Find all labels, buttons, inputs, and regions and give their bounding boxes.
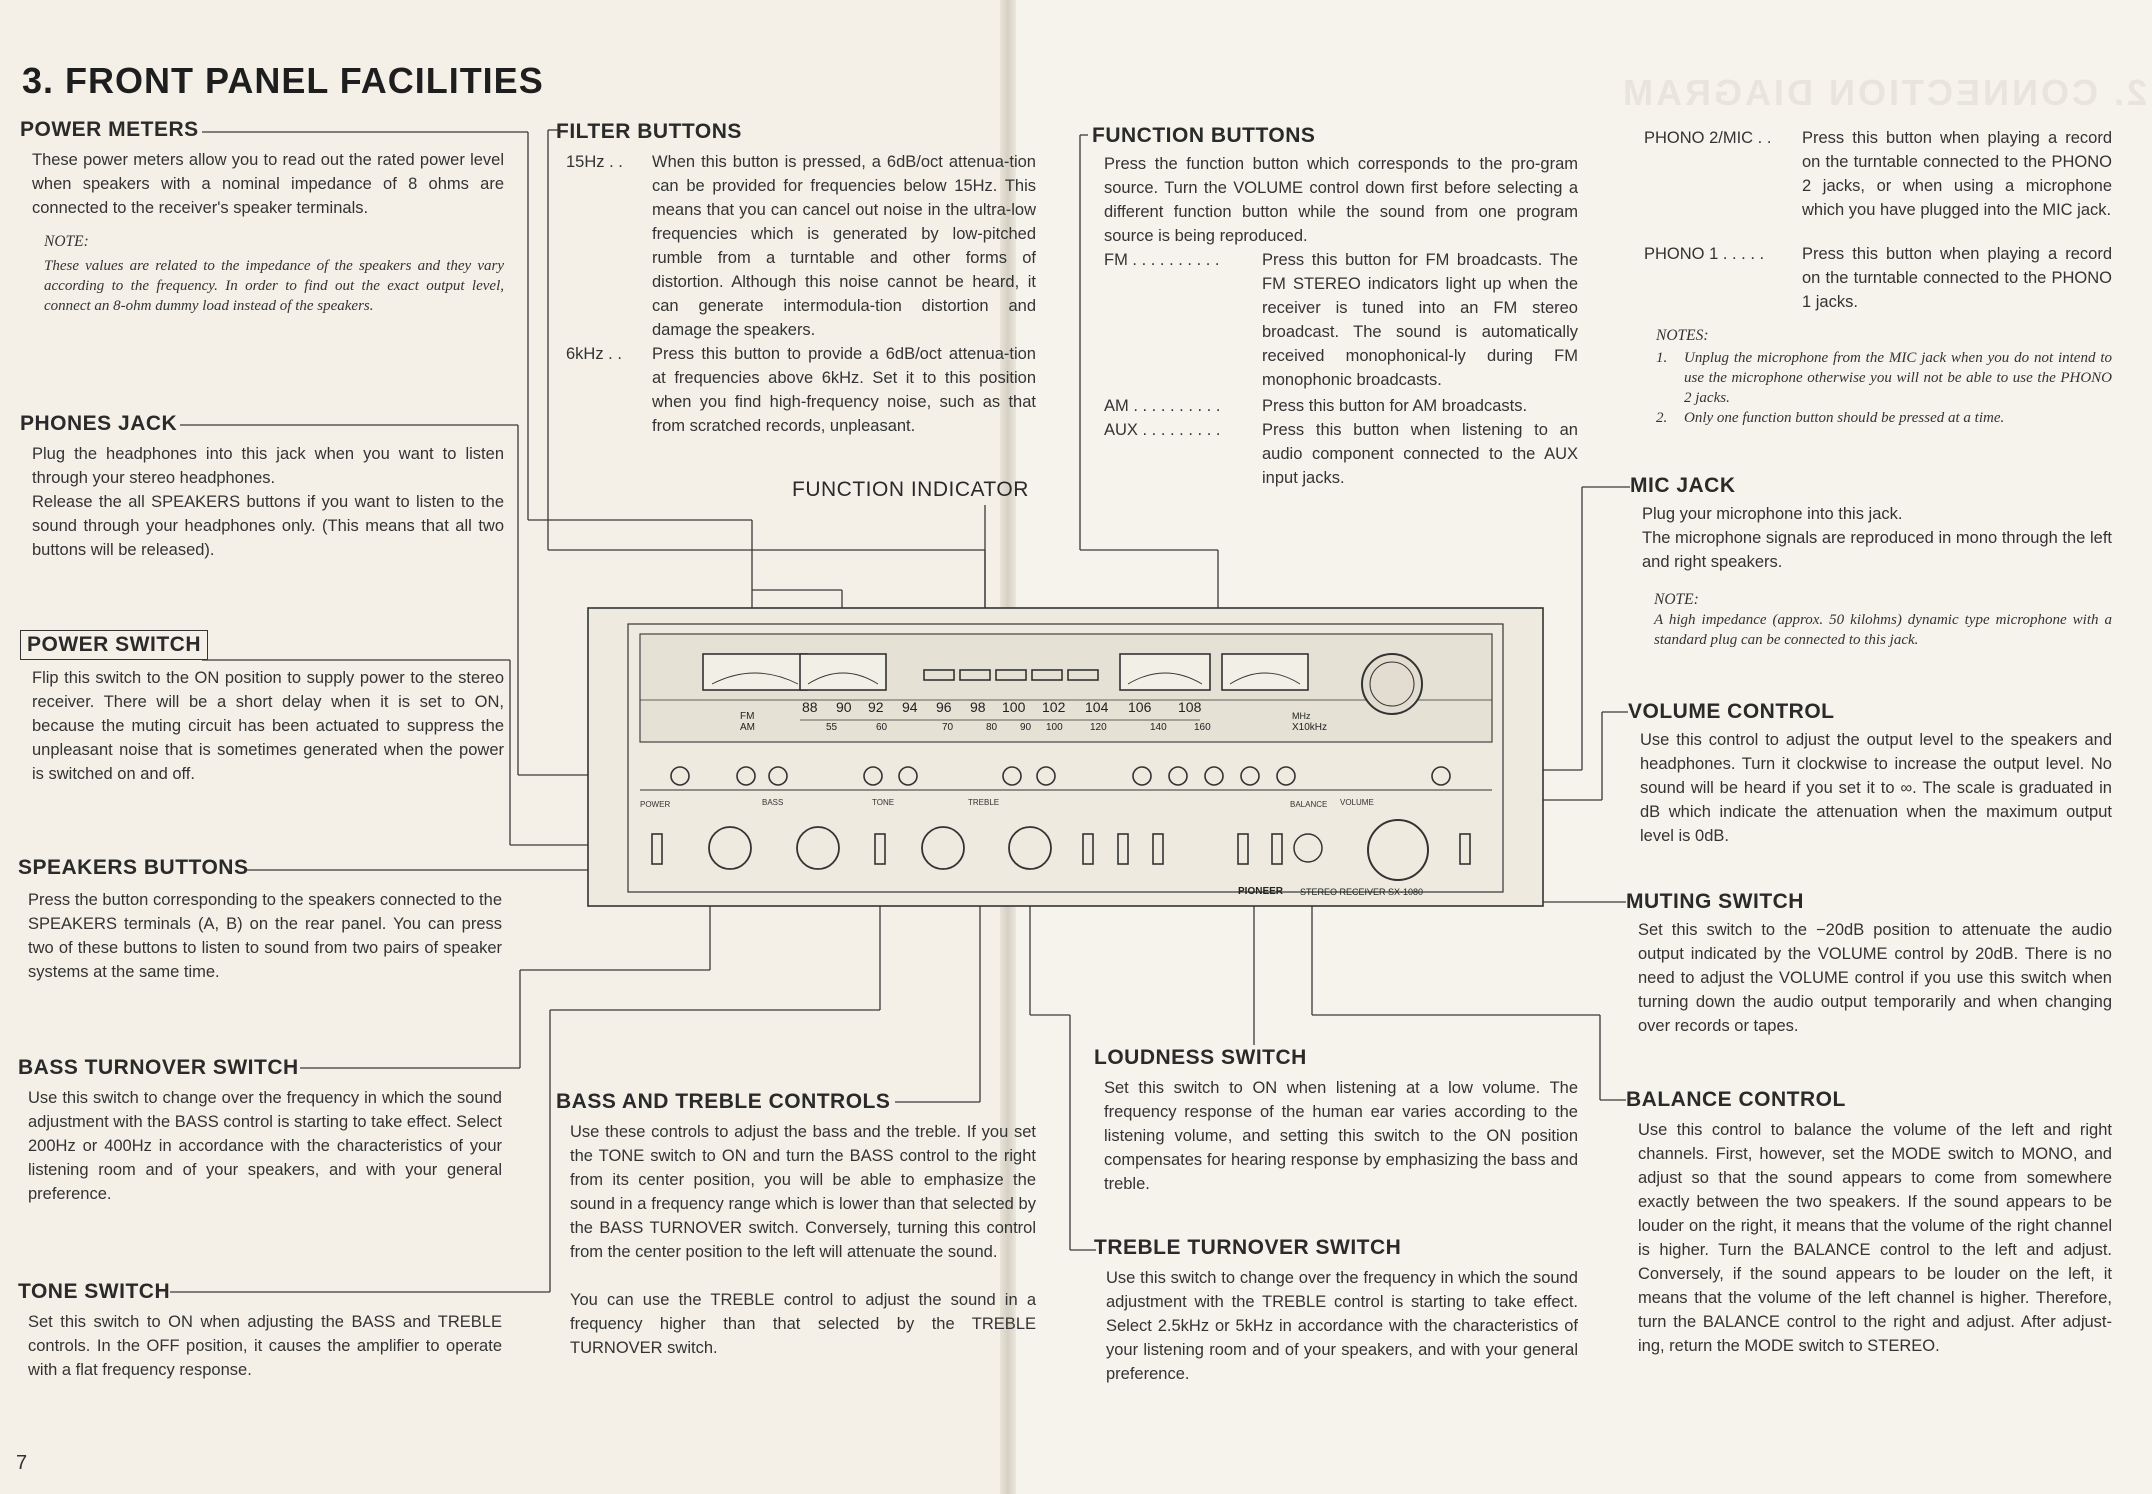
balance-knob-label: BALANCE <box>1290 800 1328 809</box>
phones-jack-body-2: Release the all SPEAKERS buttons if you want to listen to the sound through your headphones only. (This means that all two buttons will be released). <box>32 493 504 559</box>
fm-label: FM <box>740 711 755 722</box>
filter-term: 15Hz . . <box>566 153 623 171</box>
am-tick-8: 160 <box>1194 722 1211 733</box>
filter-desc: When this button is pressed, a 6dB/oct attenua-tion can be provided for frequencies below 15Hz. This means that you can cancel out noise in the ultra-low frequencies which is generated by low-pitched rumble from a turntable and other forms of distortion. Although this noise cannot be heard, it can generate intermodula-tion distortion and damage the speakers. <box>652 153 1036 339</box>
tone-switch-body: Set this switch to ON when adjusting the BASS and TREBLE controls. In the OFF position, it causes the amplifier to operate with a flat frequency response. <box>28 1313 502 1379</box>
loudness-switch-body: Set this switch to ON when listening at a low volume. The frequency response of the human ear varies according to the listening volume, and setting this switch to the ON position compensates for hearing response by emphasizing the bass and treble. <box>1104 1079 1578 1193</box>
fm-tick-1: 90 <box>836 699 852 715</box>
power-switch-label: POWER <box>640 800 671 809</box>
speakers-buttons-body: Press the button corresponding to the speakers connected to the SPEAKERS terminals (A, B) on the rear panel. You can press two of these buttons to listen to sound from two pairs of speaker systems at the same time. <box>28 891 502 981</box>
note-text: Unplug the microphone from the MIC jack when you do not intend to use the microphone otherwise you will not be able to use the PHONO 2 jacks. <box>1684 350 2112 406</box>
note-text: Only one function button should be pressed at a time. <box>1684 410 2005 426</box>
bleed-through-text: 2. CONNECTION DIAGRAM <box>1620 72 2148 113</box>
fm-tick-6: 100 <box>1002 699 1026 715</box>
volume-knob-label: VOLUME <box>1340 798 1374 807</box>
function-desc: Press this button when listening to an audio component connected to the AUX input jacks. <box>1262 421 1578 487</box>
mic-jack-body-1: Plug your microphone into this jack. <box>1642 505 1903 523</box>
am-tick-1: 60 <box>876 722 888 733</box>
fm-tick-3: 94 <box>902 699 918 715</box>
am-tick-4: 90 <box>1020 722 1032 733</box>
function-term: AM . . . . . . . . . . <box>1104 397 1221 415</box>
am-tick-7: 140 <box>1150 722 1167 733</box>
mic-jack-body-2: The microphone signals are reproduced in mono through the left and right speakers. <box>1642 529 2112 571</box>
stereo-receiver-illustration <box>588 608 1543 906</box>
mic-jack-heading: MIC JACK <box>1630 474 1736 497</box>
loudness-switch-heading: LOUDNESS SWITCH <box>1094 1046 1307 1069</box>
power-meters-note: These values are related to the impedance of the speakers and they vary according to the frequency. In order to find out the exact output level, connect an 8-ohm dummy load instead of the speakers. <box>44 258 504 314</box>
function-buttons-heading: FUNCTION BUTTONS <box>1092 124 1316 147</box>
am-label: AM <box>740 722 755 733</box>
am-tick-6: 120 <box>1090 722 1107 733</box>
phones-jack-heading: PHONES JACK <box>20 412 178 435</box>
function-buttons-body: Press the function button which corresponds to the pro-gram source. Turn the VOLUME control down first before selecting a different function button while the sound from one program source is being reproduced. <box>1104 155 1578 245</box>
volume-control-heading: VOLUME CONTROL <box>1628 700 1835 723</box>
filter-buttons-heading: FILTER BUTTONS <box>556 120 742 143</box>
function-desc: Press this button for AM broadcasts. <box>1262 397 1528 415</box>
fm-tick-5: 98 <box>970 699 986 715</box>
phono-term: PHONO 1 . . . . . <box>1644 245 1765 263</box>
function-desc: Press this button for FM broadcasts. The FM STEREO indicators light up when the receiver is tuned into an FM stereo broadcast. The sound is automatically received monophonical-ly during FM monophonic broadcasts. <box>1262 251 1578 389</box>
page-title: 3. FRONT PANEL FACILITIES <box>22 60 544 101</box>
power-switch-body: Flip this switch to the ON position to supply power to the stereo receiver. There will be a short delay when it is set to ON, because the muting circuit has been actuated to suppress the unpleasant noise that is sometimes generated when the power is switched on and off. <box>32 669 504 783</box>
fm-tick-2: 92 <box>868 699 884 715</box>
am-tick-3: 80 <box>986 722 998 733</box>
page-number: 7 <box>16 1452 28 1474</box>
brand-logo: PIONEER <box>1238 886 1284 897</box>
note-number: 2. <box>1656 410 1668 426</box>
treble-knob-label: TREBLE <box>968 798 1000 807</box>
fm-tick-8: 104 <box>1085 699 1109 715</box>
phono-notes-title: NOTES: <box>1656 327 1709 344</box>
function-term: AUX . . . . . . . . . <box>1104 421 1221 439</box>
fm-tick-0: 88 <box>802 699 818 715</box>
speakers-buttons-heading: SPEAKERS BUTTONS <box>18 856 249 879</box>
volume-control-body: Use this control to adjust the output level to the speakers and headphones. Turn it clockwise to increase the output level. No sound will be heard if you set it to ∞. The scale is graduated in dB which indicate the attenuation when the maximum output level is 0dB. <box>1640 731 2112 845</box>
fm-tick-9: 106 <box>1128 699 1152 715</box>
muting-switch-heading: MUTING SWITCH <box>1626 890 1804 913</box>
model-label: STEREO RECEIVER SX-1080 <box>1300 887 1424 897</box>
phones-jack-body-1: Plug the headphones into this jack when you want to listen through your stereo headphones. <box>32 445 504 487</box>
fm-tick-7: 102 <box>1042 699 1066 715</box>
tone-switch-heading: TONE SWITCH <box>18 1280 171 1303</box>
power-meters-heading: POWER METERS <box>20 118 199 141</box>
function-term: FM . . . . . . . . . . <box>1104 251 1220 269</box>
bass-treble-body-2: You can use the TREBLE control to adjust the sound in a frequency higher than that selected by the TREBLE TURNOVER switch. <box>570 1291 1036 1357</box>
balance-control-heading: BALANCE CONTROL <box>1626 1088 1846 1111</box>
phono-term: PHONO 2/MIC . . <box>1644 129 1772 147</box>
filter-term: 6kHz . . <box>566 345 622 363</box>
fm-tick-10: 108 <box>1178 699 1202 715</box>
bass-turnover-heading: BASS TURNOVER SWITCH <box>18 1056 299 1079</box>
filter-desc: Press this button to provide a 6dB/oct attenua-tion at frequencies above 6kHz. Set it to this position when you find high-frequency noise, such as that from scratched records, unpleasant. <box>652 345 1036 435</box>
treble-turnover-body: Use this switch to change over the frequency in which the sound adjustment with the TREBLE control is starting to take effect. Select 2.5kHz or 5kHz in accordance with the characteristics of your listening room and of your speakers, and with your general preference. <box>1106 1269 1578 1383</box>
bass-knob-label: BASS <box>762 798 784 807</box>
tone-switch-label: TONE <box>872 798 895 807</box>
bass-turnover-body: Use this switch to change over the frequency in which the sound adjustment with the BASS control is starting to take effect. Select 200Hz or 400Hz in accordance with the characteristics of your listening room and of your speakers, and with your general preference. <box>28 1089 502 1203</box>
note-number: 1. <box>1656 350 1668 366</box>
fm-tick-4: 96 <box>936 699 952 715</box>
mhz-label: MHz <box>1292 711 1311 721</box>
am-tick-0: 55 <box>826 722 838 733</box>
power-switch-heading: POWER SWITCH <box>20 630 208 660</box>
function-indicator-heading: FUNCTION INDICATOR <box>792 478 1029 501</box>
balance-control-body: Use this control to balance the volume of the left and right channels. First, however, set the MODE switch to MONO, and adjust so that the sound appears to come from somewhere exactly between the two speakers. If the sound appears to be louder on the right, it means that the volume of the right channel is higher. Turn the BALANCE control to the left and adjust. Conversely, if the sound appears to be louder on the left, it means that the volume of the left channel is higher. Therefore, turn the BALANCE control to the right and adjust. After adjust-ing, return the MODE switch to STEREO. <box>1638 1121 2112 1355</box>
mic-jack-note: A high impedance (approx. 50 kilohms) dynamic type microphone with a standard plug can be connected to this jack. <box>1654 612 2112 648</box>
khz-label: X10kHz <box>1292 722 1328 733</box>
phono-desc: Press this button when playing a record on the turntable connected to the PHONO 2 jacks, or when using a microphone which you have plugged into the MIC jack. <box>1802 129 2112 219</box>
am-tick-2: 70 <box>942 722 954 733</box>
bass-treble-heading: BASS AND TREBLE CONTROLS <box>556 1090 891 1113</box>
treble-turnover-heading: TREBLE TURNOVER SWITCH <box>1094 1236 1402 1259</box>
power-meters-note-title: NOTE: <box>44 233 89 250</box>
mic-jack-note-title: NOTE: <box>1654 591 1699 608</box>
power-meters-body: These power meters allow you to read out the rated power level when speakers with a nominal impedance of 8 ohms are connected to the receiver's speaker terminals. <box>32 151 504 217</box>
am-tick-5: 100 <box>1046 722 1063 733</box>
bass-treble-body-1: Use these controls to adjust the bass and the treble. If you set the TONE switch to ON and turn the BASS control to the right from its center position, you will be able to emphasize the sound in a frequency range which is lower than that selected by the BASS TURNOVER switch. Conversely, turning this control from the center position to the left will attenuate the sound. <box>570 1123 1036 1261</box>
phono-desc: Press this button when playing a record on the turntable connected to the PHONO 1 jacks. <box>1802 245 2112 311</box>
muting-switch-body: Set this switch to the −20dB position to attenuate the audio output indicated by the VOLUME control by 20dB. There is no need to adjust the VOLUME control if you use this switch when turning down the audio output temporarily and when changing over records or tapes. <box>1638 921 2112 1035</box>
